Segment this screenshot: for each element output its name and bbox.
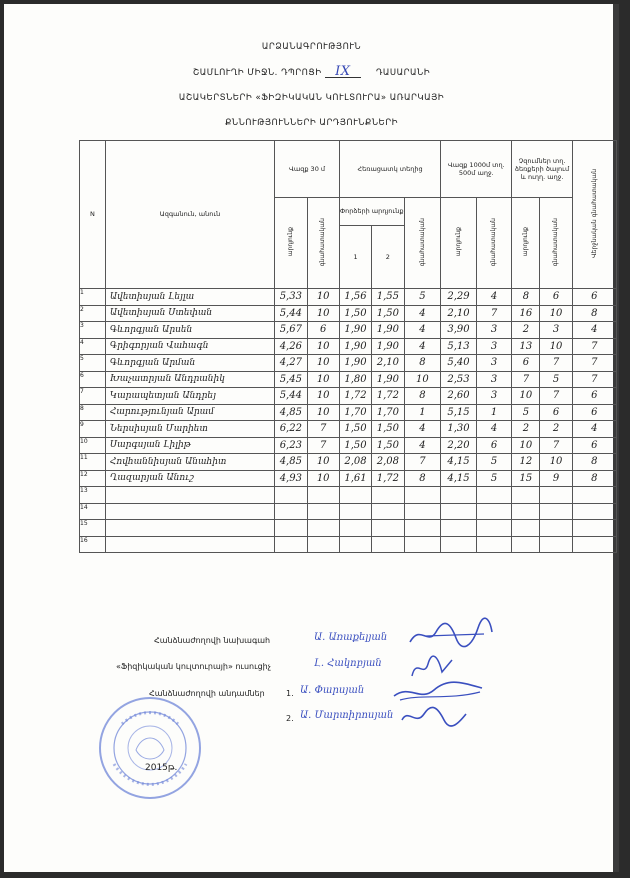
jump-grade: 8 xyxy=(404,388,441,405)
row-number: 1 xyxy=(80,289,106,306)
final-grade xyxy=(572,487,616,504)
student-name: Սարգսյան Լիլիթ xyxy=(105,437,274,454)
row-number: 6 xyxy=(80,371,106,388)
final-grade: 8 xyxy=(572,305,616,322)
row-number: 4 xyxy=(80,338,106,355)
table-row xyxy=(80,289,617,306)
jump-attempt-2: 1,90 xyxy=(372,322,404,339)
jump-grade: 10 xyxy=(404,371,441,388)
pushups-result xyxy=(512,520,540,537)
member-2-signature xyxy=(398,704,470,732)
jump-grade: 7 xyxy=(404,454,441,471)
run30-result: 5,44 xyxy=(275,388,307,405)
row-number: 11 xyxy=(80,454,106,471)
run30-result: 4,26 xyxy=(275,338,307,355)
run30-grade xyxy=(307,536,339,553)
jump-attempt-2: 1,72 xyxy=(372,470,404,487)
jump-grade xyxy=(404,520,441,537)
jump-attempt-1 xyxy=(339,536,371,553)
pushups-result xyxy=(512,536,540,553)
run30-grade: 10 xyxy=(307,470,339,487)
member-1-name: Ա. Փարսյան xyxy=(300,685,365,696)
subject-line: ԱՇԱԿԵՐՏՆԵՐԻ «ՖԻԶԻԿԱԿԱՆ ԿՈՒԼՏՈՒՐԱ» ԱՌԱՐԿԱՅԻ xyxy=(178,93,445,103)
run1000-result: 2,60 xyxy=(441,388,477,405)
jump-attempt-2 xyxy=(372,536,404,553)
jump-grade: 4 xyxy=(404,437,441,454)
run1000-result: 5,15 xyxy=(441,404,477,421)
run30-result: 6,23 xyxy=(275,437,307,454)
table-row xyxy=(80,487,617,504)
run1000-grade: 7 xyxy=(476,305,512,322)
run30-grade: 6 xyxy=(307,322,339,339)
jump-attempt-2: 1,90 xyxy=(372,338,404,355)
jump-grade: 8 xyxy=(404,470,441,487)
pushups-result: 12 xyxy=(512,454,540,471)
run30-grade xyxy=(307,520,339,537)
col-pushups-result: արդյունք xyxy=(512,198,540,289)
table-row xyxy=(80,536,617,553)
jump-attempt-2 xyxy=(372,487,404,504)
pushups-grade: 9 xyxy=(540,470,572,487)
run1000-grade: 1 xyxy=(476,404,512,421)
jump-attempt-1 xyxy=(339,520,371,537)
row-number: 10 xyxy=(80,437,106,454)
jump-attempt-2: 1,90 xyxy=(372,371,404,388)
run30-grade: 10 xyxy=(307,388,339,405)
jump-attempt-1: 1,72 xyxy=(339,388,371,405)
col-pushups: Չզումներ տղ. ձեռքերի ծալում և ուղղ. աղջ. xyxy=(512,141,572,198)
student-name: Հովհաննիսյան Անահիտ xyxy=(105,454,274,471)
pushups-result: 10 xyxy=(512,437,540,454)
table-row xyxy=(80,454,617,471)
student-name xyxy=(105,520,274,537)
chair-label: Հանձնաժողովի նախագահ xyxy=(154,636,271,645)
run1000-result xyxy=(441,503,477,520)
col-attempt-2: 2 xyxy=(372,226,404,289)
jump-attempt-2: 1,50 xyxy=(372,421,404,438)
document-page xyxy=(4,4,619,872)
run1000-grade: 4 xyxy=(476,289,512,306)
jump-attempt-1 xyxy=(339,487,371,504)
run30-result: 4,93 xyxy=(275,470,307,487)
final-grade xyxy=(572,536,616,553)
pushups-grade xyxy=(540,487,572,504)
row-number: 15 xyxy=(80,520,106,537)
run1000-grade: 3 xyxy=(476,338,512,355)
pushups-grade: 7 xyxy=(540,437,572,454)
jump-attempt-1: 1,90 xyxy=(339,338,371,355)
results-table xyxy=(79,140,617,553)
col-run1000-grade: գնահատական xyxy=(476,198,512,289)
table-row xyxy=(80,355,617,372)
school-stamp xyxy=(92,694,212,804)
run1000-result: 5,13 xyxy=(441,338,477,355)
run30-grade: 7 xyxy=(307,437,339,454)
year: 2015թ. xyxy=(145,763,178,773)
pushups-grade: 7 xyxy=(540,388,572,405)
table-row xyxy=(80,520,617,537)
student-name: Խաչատրյան Անդրանիկ xyxy=(105,371,274,388)
run30-result xyxy=(275,520,307,537)
jump-attempt-1: 2,08 xyxy=(339,454,371,471)
run30-result: 4,27 xyxy=(275,355,307,372)
run1000-grade: 5 xyxy=(476,470,512,487)
jump-attempt-1: 1,50 xyxy=(339,437,371,454)
pushups-grade xyxy=(540,536,572,553)
run30-result xyxy=(275,536,307,553)
jump-grade: 1 xyxy=(404,404,441,421)
pushups-result: 16 xyxy=(512,305,540,322)
run30-result: 5,44 xyxy=(275,305,307,322)
jump-attempt-2 xyxy=(372,503,404,520)
grade-suffix: ԴԱՍԱՐԱՆԻ xyxy=(376,68,431,78)
col-n: N xyxy=(80,141,106,289)
col-jump: Հեռացատկ տեղից xyxy=(339,141,440,198)
final-grade: 4 xyxy=(572,421,616,438)
student-name: Կարապետյան Անդրեյ xyxy=(105,388,274,405)
pushups-grade: 10 xyxy=(540,454,572,471)
final-grade xyxy=(572,503,616,520)
table-row xyxy=(80,322,617,339)
run30-result: 6,22 xyxy=(275,421,307,438)
table-row xyxy=(80,371,617,388)
jump-attempt-2: 1,70 xyxy=(372,404,404,421)
member-1-num: 1. xyxy=(286,689,294,698)
run30-grade: 10 xyxy=(307,355,339,372)
pushups-grade: 3 xyxy=(540,322,572,339)
student-name xyxy=(105,487,274,504)
student-name: Գևորգյան Արման xyxy=(105,355,274,372)
run30-grade: 10 xyxy=(307,404,339,421)
col-run1000: Վազք 1000մ տղ. 500մ աղջ. xyxy=(441,141,512,198)
run30-grade: 10 xyxy=(307,305,339,322)
pushups-grade xyxy=(540,503,572,520)
school-grade-line xyxy=(4,64,619,79)
jump-attempt-2: 2,10 xyxy=(372,355,404,372)
pushups-result: 7 xyxy=(512,371,540,388)
pushups-grade: 2 xyxy=(540,421,572,438)
row-number: 12 xyxy=(80,470,106,487)
student-name: Գևորգյան Արսեն xyxy=(105,322,274,339)
jump-attempt-1: 1,56 xyxy=(339,289,371,306)
table-row xyxy=(80,437,617,454)
run30-grade: 10 xyxy=(307,338,339,355)
pushups-result: 15 xyxy=(512,470,540,487)
row-number: 14 xyxy=(80,503,106,520)
pushups-result: 13 xyxy=(512,338,540,355)
run30-grade xyxy=(307,503,339,520)
table-row xyxy=(80,338,617,355)
jump-grade: 4 xyxy=(404,322,441,339)
pushups-result: 10 xyxy=(512,388,540,405)
student-name xyxy=(105,503,274,520)
run30-grade: 10 xyxy=(307,289,339,306)
jump-grade xyxy=(404,487,441,504)
row-number: 2 xyxy=(80,305,106,322)
jump-grade xyxy=(404,536,441,553)
run1000-result xyxy=(441,487,477,504)
run1000-grade xyxy=(476,503,512,520)
final-grade: 7 xyxy=(572,371,616,388)
run1000-result: 3,90 xyxy=(441,322,477,339)
grade-value: IX xyxy=(325,67,361,78)
run1000-result: 5,40 xyxy=(441,355,477,372)
run1000-result: 4,15 xyxy=(441,454,477,471)
final-grade: 4 xyxy=(572,322,616,339)
pushups-result xyxy=(512,487,540,504)
student-name xyxy=(105,536,274,553)
run30-result: 4,85 xyxy=(275,454,307,471)
run1000-grade: 5 xyxy=(476,454,512,471)
student-name: Գրիգորյան Վահագն xyxy=(105,338,274,355)
jump-grade xyxy=(404,503,441,520)
jump-attempt-2: 1,72 xyxy=(372,388,404,405)
jump-grade: 4 xyxy=(404,338,441,355)
col-pushups-grade: գնահատական xyxy=(540,198,572,289)
run30-grade: 7 xyxy=(307,421,339,438)
jump-attempt-2: 1,50 xyxy=(372,305,404,322)
pushups-result: 2 xyxy=(512,421,540,438)
run30-result: 4,85 xyxy=(275,404,307,421)
chair-name: Ա. Առաքելյան xyxy=(314,632,388,643)
final-grade: 6 xyxy=(572,404,616,421)
run1000-grade xyxy=(476,520,512,537)
run1000-grade: 4 xyxy=(476,421,512,438)
jump-attempt-1: 1,61 xyxy=(339,470,371,487)
col-run30-grade: գնահատական xyxy=(307,198,339,289)
pushups-result: 2 xyxy=(512,322,540,339)
run30-grade: 10 xyxy=(307,371,339,388)
jump-attempt-1: 1,70 xyxy=(339,404,371,421)
run30-grade xyxy=(307,487,339,504)
jump-attempt-2: 1,50 xyxy=(372,437,404,454)
table-row xyxy=(80,470,617,487)
jump-attempt-2: 1,55 xyxy=(372,289,404,306)
jump-grade: 4 xyxy=(404,305,441,322)
jump-attempt-2: 2,08 xyxy=(372,454,404,471)
student-name: Ավետիսյան Լեյլա xyxy=(105,289,274,306)
row-number: 8 xyxy=(80,404,106,421)
run30-result xyxy=(275,487,307,504)
student-name: Ավետիսյան Ստեփան xyxy=(105,305,274,322)
run1000-result: 2,29 xyxy=(441,289,477,306)
row-number: 13 xyxy=(80,487,106,504)
jump-grade: 5 xyxy=(404,289,441,306)
final-grade: 7 xyxy=(572,338,616,355)
pushups-grade: 10 xyxy=(540,305,572,322)
run1000-grade xyxy=(476,487,512,504)
members-label: Հանձնաժողովի անդամներ xyxy=(149,689,265,698)
run30-result xyxy=(275,503,307,520)
table-row xyxy=(80,388,617,405)
col-name: Ազգանուն, անուն xyxy=(105,141,274,289)
run30-result: 5,45 xyxy=(275,371,307,388)
table-row xyxy=(80,421,617,438)
col-run1000-result: արդյունք xyxy=(441,198,477,289)
pushups-grade: 10 xyxy=(540,338,572,355)
pushups-result: 6 xyxy=(512,355,540,372)
col-final: Վերջնական գնահատական xyxy=(572,141,616,289)
run30-result: 5,33 xyxy=(275,289,307,306)
jump-grade: 4 xyxy=(404,421,441,438)
school-label: ՇԱՄԼՈՒՂԻ ՄԻՋՆ. ԴՊՐՈՑԻ xyxy=(192,68,322,78)
jump-attempt-1: 1,50 xyxy=(339,305,371,322)
final-grade: 8 xyxy=(572,470,616,487)
pushups-result: 5 xyxy=(512,404,540,421)
run30-result: 5,67 xyxy=(275,322,307,339)
row-number: 7 xyxy=(80,388,106,405)
jump-attempt-1: 1,50 xyxy=(339,421,371,438)
student-name: Ներսիսյան Մարիետ xyxy=(105,421,274,438)
pushups-result: 8 xyxy=(512,289,540,306)
pushups-result xyxy=(512,503,540,520)
col-jump-grade: գնահատական xyxy=(404,198,441,289)
jump-attempt-1: 1,80 xyxy=(339,371,371,388)
member-2-num: 2. xyxy=(286,714,294,723)
col-run30: Վազք 30 մ xyxy=(275,141,340,198)
pushups-grade: 5 xyxy=(540,371,572,388)
run1000-grade: 3 xyxy=(476,371,512,388)
jump-grade: 8 xyxy=(404,355,441,372)
final-grade xyxy=(572,520,616,537)
pushups-grade: 6 xyxy=(540,289,572,306)
row-number: 5 xyxy=(80,355,106,372)
teacher-label: «Ֆիզիկական կուլտուրայի» ուսուցիչ xyxy=(116,662,271,671)
jump-attempt-1: 1,90 xyxy=(339,355,371,372)
table-row xyxy=(80,503,617,520)
run1000-grade xyxy=(476,536,512,553)
run1000-grade: 3 xyxy=(476,322,512,339)
final-grade: 7 xyxy=(572,355,616,372)
jump-attempt-2 xyxy=(372,520,404,537)
row-number: 3 xyxy=(80,322,106,339)
jump-attempt-1: 1,90 xyxy=(339,322,371,339)
row-number: 16 xyxy=(80,536,106,553)
pushups-grade: 7 xyxy=(540,355,572,372)
final-grade: 6 xyxy=(572,388,616,405)
run1000-grade: 6 xyxy=(476,437,512,454)
pushups-grade: 6 xyxy=(540,404,572,421)
results-line: ՔՆՆՈՒԹՅՈՒՆՆԵՐԻ ԱՐԴՅՈՒՆՔՆԵՐԻ xyxy=(224,118,399,128)
doc-title: ԱՐՁԱՆԱԳՐՈՒԹՅՈՒՆ xyxy=(261,42,362,52)
jump-attempt-1 xyxy=(339,503,371,520)
student-name: Ղազարյան Անուշ xyxy=(105,470,274,487)
chair-signature xyxy=(406,616,496,652)
run1000-result: 2,10 xyxy=(441,305,477,322)
col-attempts: Փորձերի արդյունք xyxy=(339,198,404,226)
run1000-grade: 3 xyxy=(476,355,512,372)
table-row xyxy=(80,404,617,421)
teacher-name: Լ. Հակոբյան xyxy=(314,658,382,669)
final-grade: 8 xyxy=(572,454,616,471)
run1000-result: 4,15 xyxy=(441,470,477,487)
run1000-grade: 3 xyxy=(476,388,512,405)
run30-grade: 10 xyxy=(307,454,339,471)
run1000-result xyxy=(441,520,477,537)
final-grade: 6 xyxy=(572,289,616,306)
row-number: 9 xyxy=(80,421,106,438)
col-attempt-1: 1 xyxy=(339,226,371,289)
member-2-name: Ա. Մարտիրոսյան xyxy=(300,710,394,721)
student-name: Հարությունյան Արամ xyxy=(105,404,274,421)
run1000-result: 2,20 xyxy=(441,437,477,454)
pushups-grade xyxy=(540,520,572,537)
run1000-result: 1,30 xyxy=(441,421,477,438)
final-grade: 6 xyxy=(572,437,616,454)
table-row xyxy=(80,305,617,322)
run1000-result xyxy=(441,536,477,553)
col-run30-result: արդյունք xyxy=(275,198,307,289)
run1000-result: 2,53 xyxy=(441,371,477,388)
